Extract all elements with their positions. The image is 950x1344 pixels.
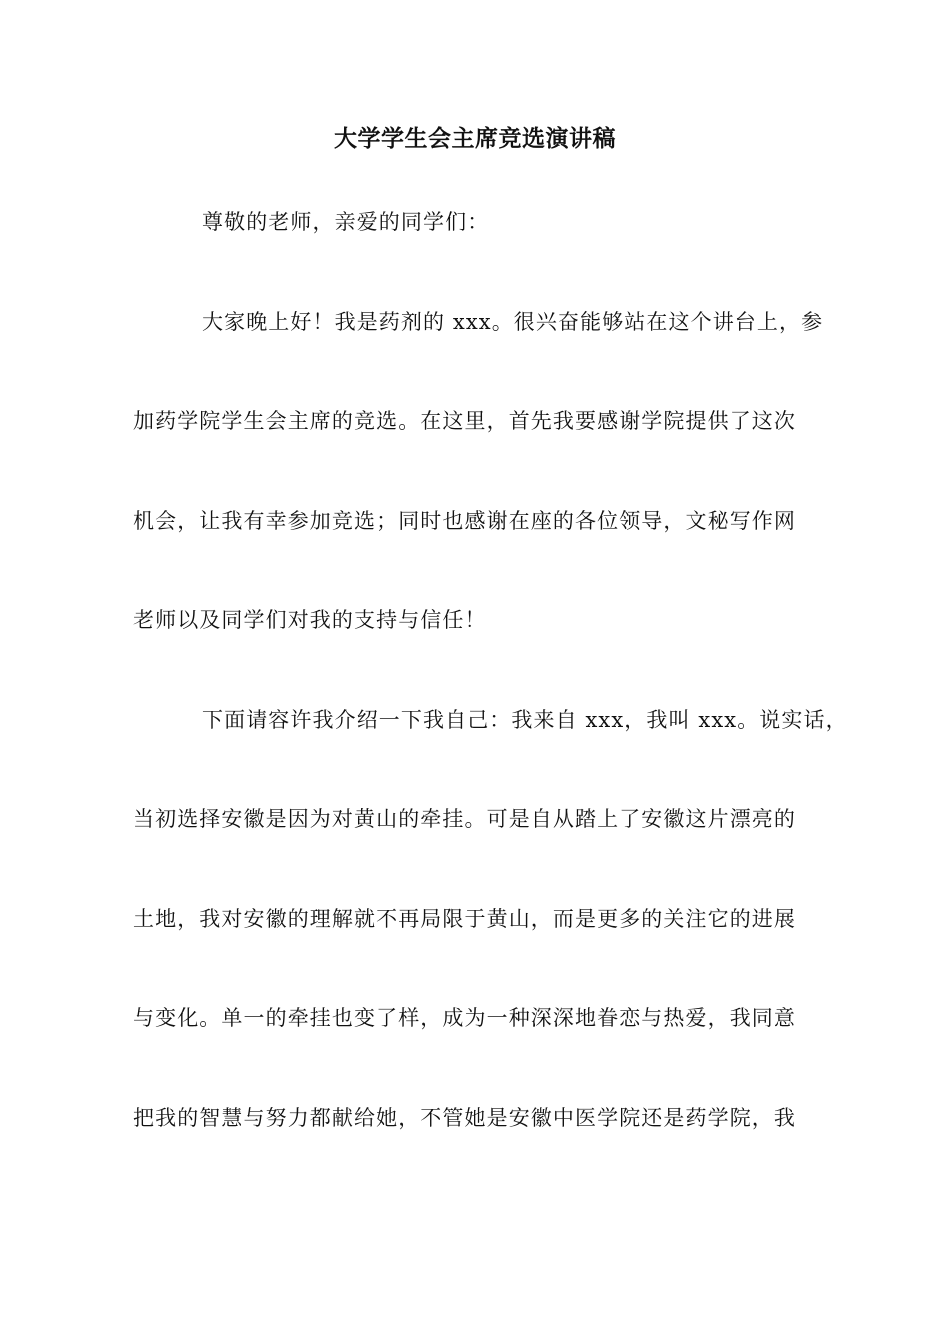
paragraph-2-line-4: 与变化。单一的牵挂也变了样，成为一种深深地眷恋与热爱，我同意 — [133, 1006, 796, 1030]
paragraph-2-line-2: 当初选择安徽是因为对黄山的牵挂。可是自从踏上了安徽这片漂亮的 — [133, 807, 796, 831]
paragraph-2-line-1: 下面请容许我介绍一下我自己：我来自 xxx，我叫 xxx。说实话， — [202, 708, 848, 732]
paragraph-1-line-3: 机会，让我有幸参加竞选；同时也感谢在座的各位领导，文秘写作网 — [133, 509, 796, 533]
paragraph-1-line-2: 加药学院学生会主席的竞选。在这里，首先我要感谢学院提供了这次 — [133, 409, 796, 433]
paragraph-2-line-3: 土地，我对安徽的理解就不再局限于黄山，而是更多的关注它的进展 — [133, 907, 796, 931]
document-title: 大学学生会主席竞选演讲稿 — [334, 126, 616, 152]
paragraph-1-line-4: 老师以及同学们对我的支持与信任！ — [133, 608, 487, 632]
paragraph-2-line-5: 把我的智慧与努力都献给她，不管她是安徽中医学院还是药学院，我 — [133, 1106, 796, 1130]
salutation-line: 尊敬的老师，亲爱的同学们： — [202, 210, 490, 234]
paragraph-1-line-1: 大家晚上好！我是药剂的 xxx。很兴奋能够站在这个讲台上，参 — [202, 310, 824, 334]
